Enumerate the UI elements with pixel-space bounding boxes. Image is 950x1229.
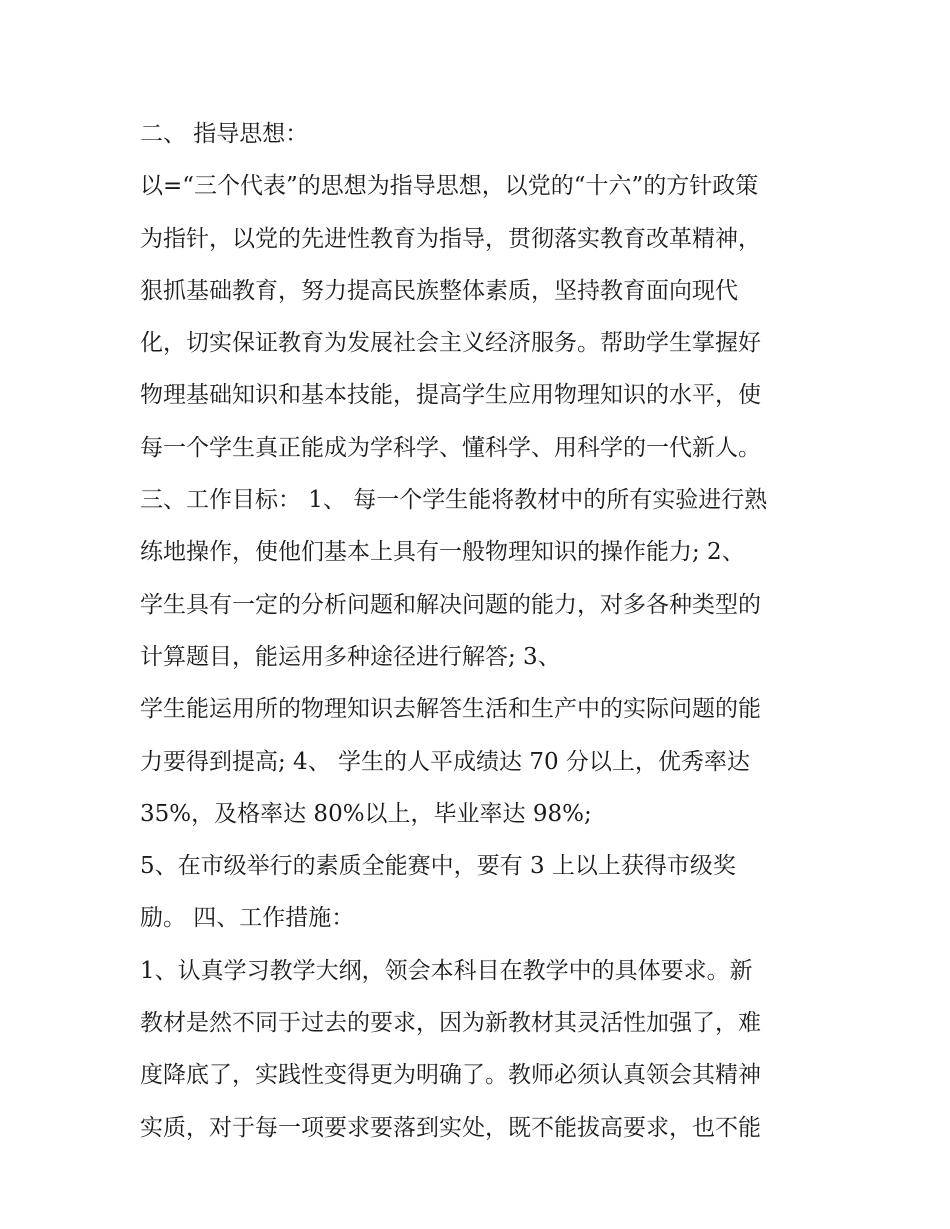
text-line: 1、认真学习教学大纲，领会本科目在教学中的具体要求。新 <box>140 957 753 984</box>
text-line: 三、工作目标： 1、 每一个学生能将教材中的所有实验进行熟 <box>140 487 768 514</box>
text-line: 励。 四、工作措施： <box>140 905 355 932</box>
text-line: 以=“三个代表”的思想为指导思想，以党的“十六”的方针政策 <box>140 173 759 200</box>
text-line: 学生具有一定的分析问题和解决问题的能力，对多各种类型的 <box>140 591 761 618</box>
text-line: 力要得到提高; 4、 学生的人平成绩达 70 分以上，优秀率达 <box>140 748 750 775</box>
text-line: 狠抓基础教育，努力提高民族整体素质，坚持教育面向现代 <box>140 277 738 304</box>
text-line: 35%，及格率达 80%以上，毕业率达 98%; <box>140 800 592 827</box>
text-line: 化，切实保证教育为发展社会主义经济服务。帮助学生掌握好 <box>140 330 761 357</box>
text-line: 学生能运用所的物理知识去解答生活和生产中的实际问题的能 <box>140 696 761 723</box>
text-line: 物理基础知识和基本技能，提高学生应用物理知识的水平，使 <box>140 382 761 409</box>
text-line: 度降底了，实践性变得更为明确了。教师必须认真领会其精神 <box>140 1062 761 1089</box>
text-line: 5、在市级举行的素质全能赛中，要有 3 上以上获得市级奖 <box>140 853 736 880</box>
text-line: 实质，对于每一项要求要落到实处，既不能拔高要求，也不能 <box>140 1114 761 1141</box>
document-body <box>140 108 830 1154</box>
text-line: 练地操作，使他们基本上具有一般物理知识的操作能力; 2、 <box>140 539 745 566</box>
text-line: 二、 指导思想： <box>140 121 309 147</box>
text-line: 教材是然不同于过去的要求，因为新教材其灵活性加强了，难 <box>140 1010 761 1037</box>
text-line: 为指针，以党的先进性教育为指导，贯彻落实教育改革精神， <box>140 225 761 252</box>
text-line: 每一个学生真正能成为学科学、懂科学、用科学的一代新人。 <box>140 434 761 461</box>
text-line: 计算题目，能运用多种途径进行解答; 3、 <box>140 643 561 670</box>
